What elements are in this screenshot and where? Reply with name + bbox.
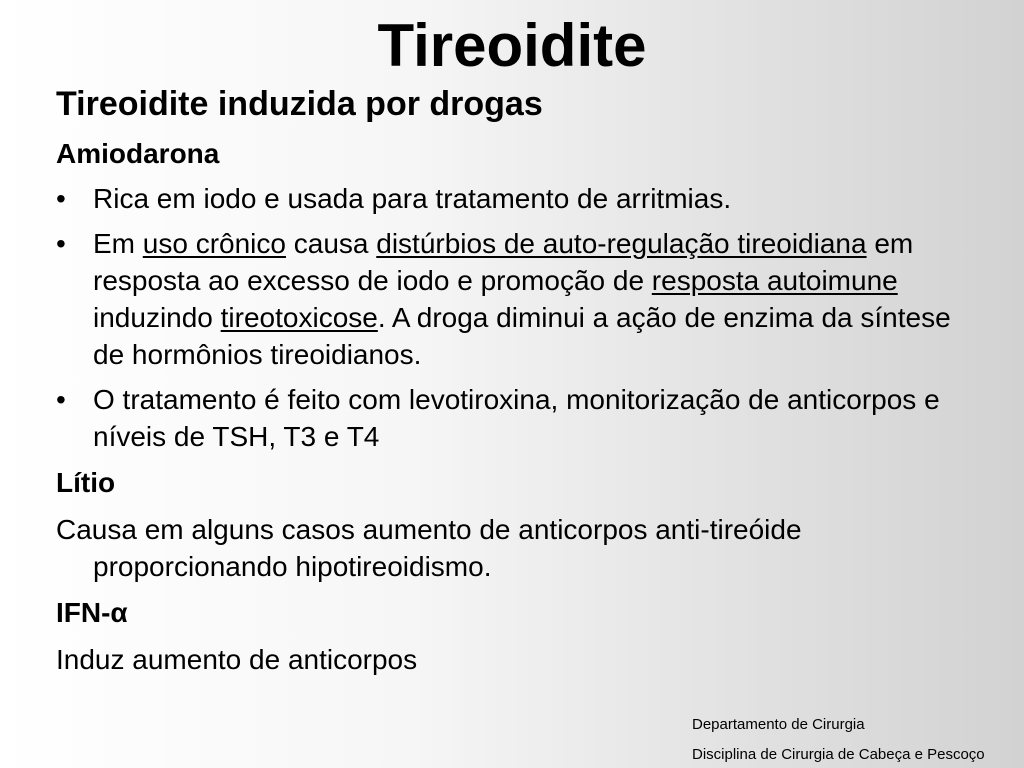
footer-department: Departamento de Cirurgia bbox=[692, 716, 865, 733]
bullet-symbol: • bbox=[56, 228, 66, 259]
bullet-symbol: • bbox=[56, 384, 66, 415]
drug-heading-ifn-alpha: IFN-α bbox=[56, 597, 128, 628]
slide-title: Tireoidite bbox=[377, 12, 647, 79]
bullet-text-segment: . A droga diminui a ação de enzima da síntese de hormônios tireoidianos. bbox=[93, 302, 951, 370]
bullet-text: Rica em iodo e usada para tratamento de arritmias. bbox=[93, 183, 732, 214]
bullet-text-segment: causa bbox=[285, 228, 377, 259]
bullet-text-segment: Em bbox=[93, 228, 143, 259]
underlined-term: tireotoxicose bbox=[220, 302, 378, 333]
drug-heading-amiodarona: Amiodarona bbox=[56, 138, 220, 169]
underlined-term: resposta autoimune bbox=[651, 265, 898, 296]
drug-heading-litio: Lítio bbox=[56, 467, 116, 498]
section-title: Tireoidite induzida por drogas bbox=[56, 85, 543, 123]
footer-discipline: Disciplina de Cirurgia de Cabeça e Pescoço bbox=[692, 746, 985, 763]
bullet-text: O tratamento é feito com levotiroxina, monitorização de anticorpos e níveis de TSH, T3 e T4 bbox=[93, 384, 940, 452]
underlined-term: uso crônico bbox=[142, 228, 286, 259]
bullet-text-segment: em resposta ao excesso de iodo e promoção de bbox=[93, 228, 914, 296]
bullet-item bbox=[56, 180, 986, 217]
drug-description-ifn-alpha: Induz aumento de anticorpos bbox=[56, 644, 418, 675]
bullet-item bbox=[56, 225, 986, 373]
drug-description-litio: Causa em alguns casos aumento de anticorpos anti-tireóide proporcionando hipotireoidismo. bbox=[56, 514, 802, 582]
slide-content bbox=[56, 82, 986, 678]
bullet-text-segment: induzindo bbox=[93, 302, 221, 333]
underlined-term: distúrbios de auto-regulação tireoidiana bbox=[376, 228, 867, 259]
bullet-symbol: • bbox=[56, 183, 66, 214]
bullet-item bbox=[56, 381, 986, 455]
